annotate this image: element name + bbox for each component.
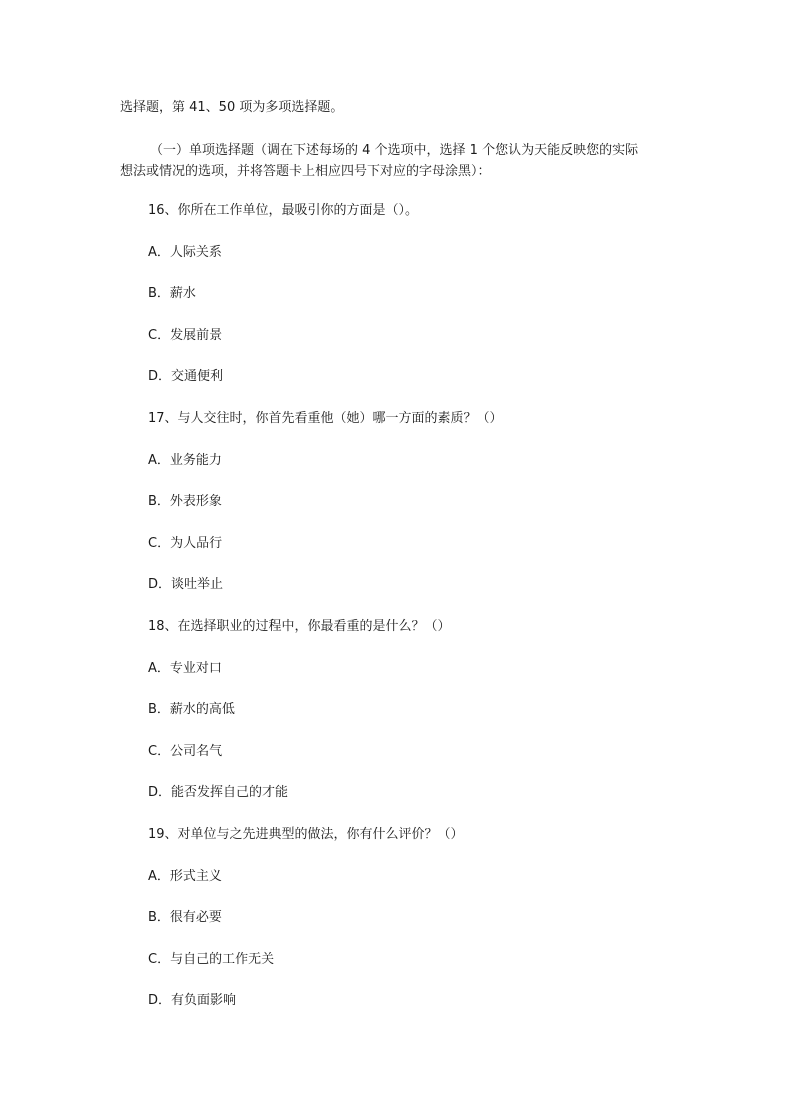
intro-text: 选择题，第 41、50 项为多项选择题。 [120, 100, 344, 115]
question-16-option-b: B．薪水 [148, 286, 196, 301]
question-19: 19、对单位与之先进典型的做法，你有什么评价？（） [148, 827, 464, 842]
question-17-option-a: A．业务能力 [148, 453, 222, 468]
question-18: 18、在选择职业的过程中，你最看重的是什么？（） [148, 619, 451, 634]
question-19-option-d: D．有负面影响 [148, 993, 237, 1008]
section-heading-line-1: （一）单项选择题（调在下述每场的 4 个选项中，选择 1 个您认为天能反映您的实际 [150, 143, 639, 158]
question-17-option-b: B．外表形象 [148, 494, 222, 509]
question-16-option-c: C．发展前景 [148, 328, 223, 343]
section-heading-line-2: 想法或情况的选项，并将答题卡上相应四号下对应的字母涂黑）： [120, 164, 491, 179]
question-17-option-d: D．谈吐举止 [148, 577, 224, 592]
question-18-option-b: B．薪水的高低 [148, 702, 235, 717]
question-17-option-c: C．为人品行 [148, 536, 223, 551]
question-18-option-c: C．公司名气 [148, 744, 223, 759]
question-16-option-d: D．交通便利 [148, 369, 224, 384]
question-18-option-d: D．能否发挥自己的才能 [148, 785, 289, 800]
question-19-option-a: A．形式主义 [148, 869, 222, 884]
question-19-option-c: C．与自己的工作无关 [148, 952, 275, 967]
question-18-option-a: A．专业对口 [148, 661, 222, 676]
question-19-option-b: B．很有必要 [148, 910, 222, 925]
question-17: 17、与人交往时，你首先看重他（她）哪一方面的素质？（） [148, 411, 503, 426]
question-16: 16、你所在工作单位，最吸引你的方面是（）。 [148, 203, 419, 218]
question-16-option-a: A．人际关系 [148, 245, 222, 260]
